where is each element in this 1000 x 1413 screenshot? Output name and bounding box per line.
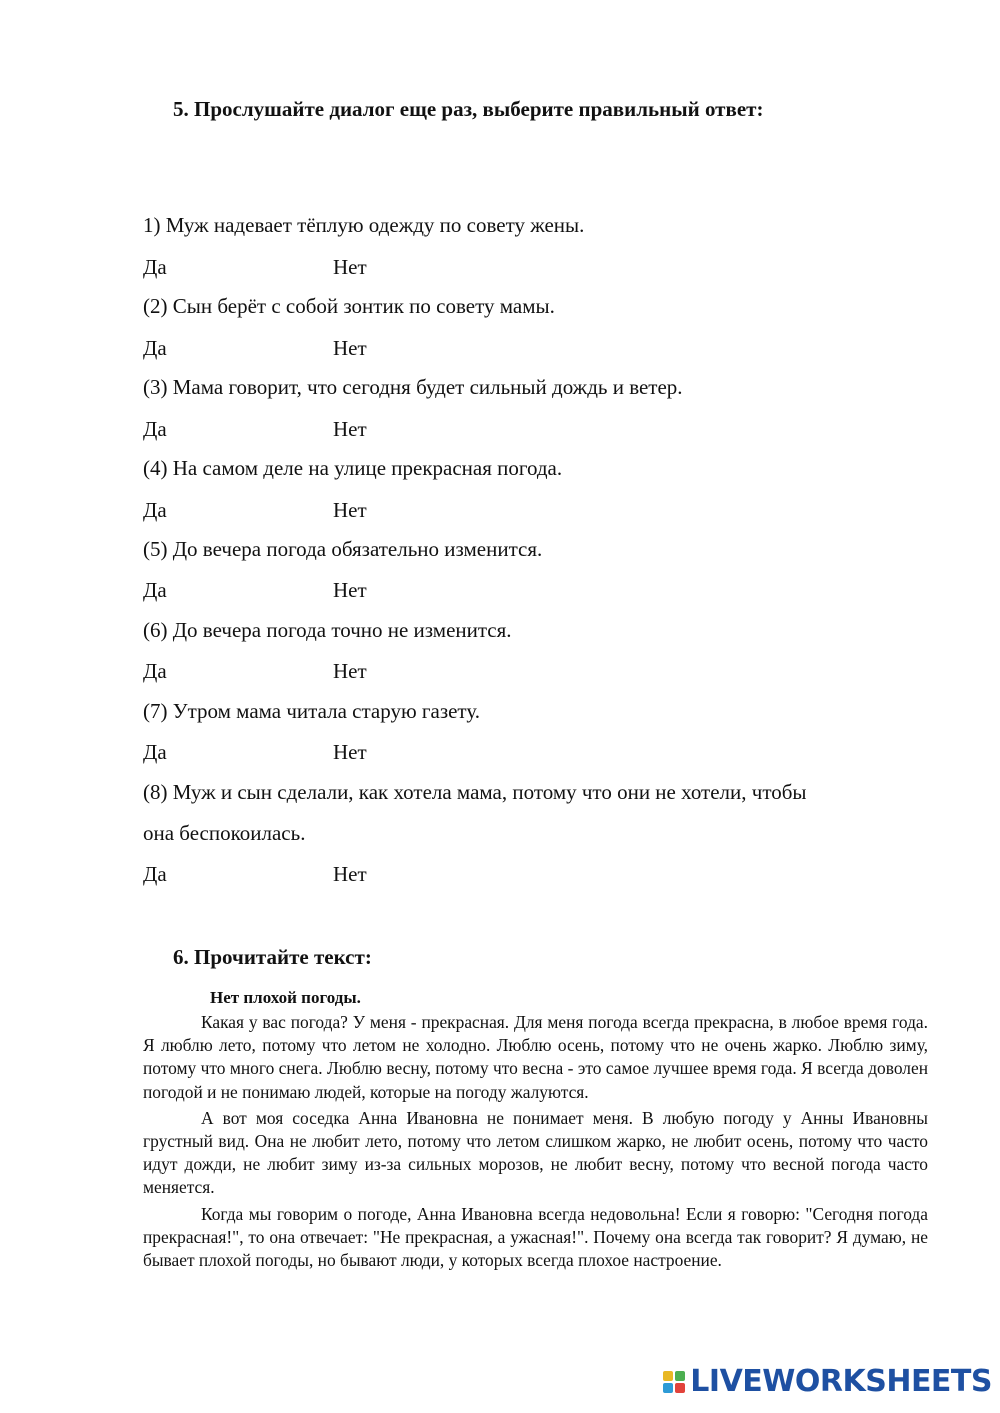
logo-text: LIVEWORKSHEETS <box>690 1364 992 1399</box>
question-6-no[interactable]: Нет <box>333 659 367 683</box>
liveworksheets-logo <box>663 1364 992 1399</box>
question-6-text: (6) До вечера погода точно не изменится. <box>143 618 512 642</box>
question-7-yes[interactable]: Да <box>143 740 167 764</box>
question-5-text: (5) До вечера погода обязательно изменится. <box>143 537 543 561</box>
story-paragraph: А вот моя соседка Анна Ивановна не понимает меня. В любую погоду у Анны Ивановны грустный вид. Она не любит лето, потому что летом слишком жарко, не любит осень, потому что часто идут дожди, не любит зиму из-за сильных морозов, не любит весну, потому что весной погода часто меняется. <box>143 1107 928 1198</box>
question-4-text: (4) На самом деле на улице прекрасная погода. <box>143 456 563 480</box>
question-1-text: 1) Муж надевает тёплую одежду по совету жены. <box>143 213 585 237</box>
question-4-no[interactable]: Нет <box>333 498 367 522</box>
question-5-no[interactable]: Нет <box>333 578 367 602</box>
question-2-yes[interactable]: Да <box>143 336 167 360</box>
question-2-text: (2) Сын берёт с собой зонтик по совету мамы. <box>143 294 555 318</box>
question-5-yes[interactable]: Да <box>143 578 167 602</box>
question-8-text: (8) Муж и сын сделали, как хотела мама, потому что они не хотели, чтобы <box>143 780 807 804</box>
story-text <box>143 1011 928 1272</box>
story-title: Нет плохой погоды. <box>210 988 361 1007</box>
question-1-yes[interactable]: Да <box>143 255 167 279</box>
question-8-no[interactable]: Нет <box>333 862 367 886</box>
question-8-yes[interactable]: Да <box>143 862 167 886</box>
question-3-text: (3) Мама говорит, что сегодня будет сильный дождь и ветер. <box>143 375 683 399</box>
logo-block <box>675 1371 685 1381</box>
question-2-no[interactable]: Нет <box>333 336 367 360</box>
question-1-no[interactable]: Нет <box>333 255 367 279</box>
question-3-no[interactable]: Нет <box>333 417 367 441</box>
logo-block <box>675 1383 685 1393</box>
question-7-no[interactable]: Нет <box>333 740 367 764</box>
section-5-title: 5. Прослушайте диалог еще раз, выберите правильный ответ: <box>173 97 764 121</box>
story-paragraph: Какая у вас погода? У меня - прекрасная. Для меня погода всегда прекрасна, в любое время года. Я люблю лето, потому что летом не холодно. Люблю осень, потому что не очень жарко. Люблю зиму, потому что много снега. Люблю весну, потому что весна - это самое лучшее время года. Я всегда доволен погодой и не понимаю людей, которые на погоду жалуются. <box>143 1012 928 1102</box>
question-8-text-continued: она беспокоилась. <box>143 821 306 845</box>
logo-block <box>663 1383 673 1393</box>
section-6-title: 6. Прочитайте текст: <box>173 945 372 969</box>
logo-block <box>663 1371 673 1381</box>
story-paragraph: Когда мы говорим о погоде, Анна Ивановна всегда недовольна! Если я говорю: "Сегодня погода прекрасная!", то она отвечает: "Не прекрасная, а ужасная!". Почему она всегда так говорит? Я думаю, не бывает плохой погоды, но бывают люди, у которых всегда плохое настроение. <box>143 1203 928 1271</box>
question-3-yes[interactable]: Да <box>143 417 167 441</box>
logo-blocks-icon <box>663 1371 685 1393</box>
question-4-yes[interactable]: Да <box>143 498 167 522</box>
question-6-yes[interactable]: Да <box>143 659 167 683</box>
question-7-text: (7) Утром мама читала старую газету. <box>143 699 480 723</box>
